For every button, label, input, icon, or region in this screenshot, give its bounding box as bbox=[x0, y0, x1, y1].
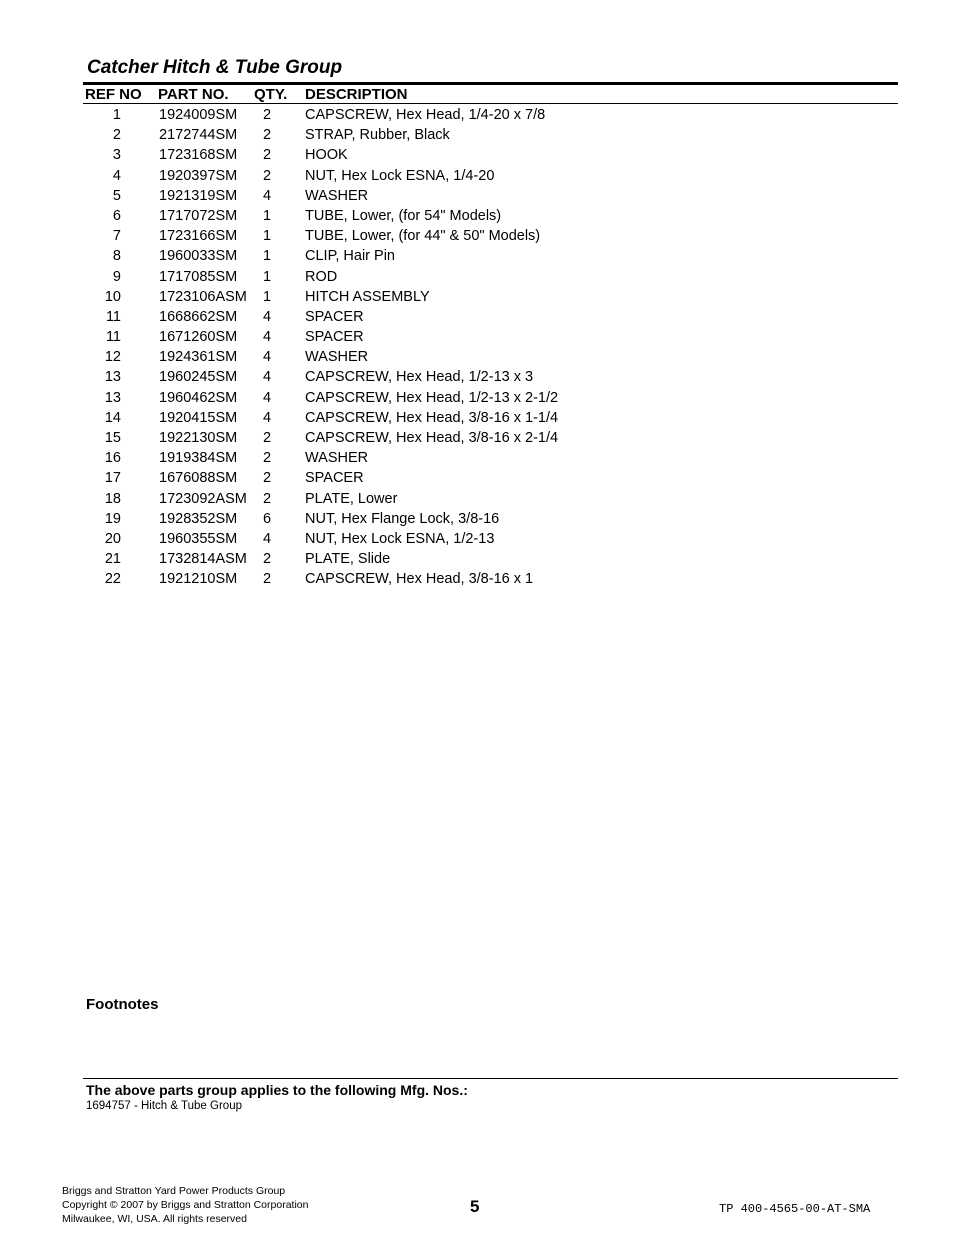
description-cell: NUT, Hex Lock ESNA, 1/4-20 bbox=[305, 167, 495, 184]
description-cell: TUBE, Lower, (for 54" Models) bbox=[305, 207, 502, 224]
header-qty: QTY. bbox=[254, 86, 288, 103]
ref-no-cell: 11 bbox=[105, 308, 121, 325]
ref-no-cell: 17 bbox=[104, 470, 121, 487]
qty-cell: 2 bbox=[262, 470, 272, 487]
ref-no-cell: 21 bbox=[104, 551, 121, 568]
qty-cell: 4 bbox=[262, 349, 272, 366]
title-rule bbox=[83, 82, 898, 85]
qty-cell: 2 bbox=[262, 571, 272, 588]
description-cell: WASHER bbox=[305, 187, 369, 204]
qty-cell: 2 bbox=[262, 127, 272, 144]
ref-no-cell: 15 bbox=[104, 430, 121, 446]
table-row bbox=[83, 348, 898, 368]
part-no-cell: 1732814ASM bbox=[159, 551, 247, 568]
part-no-cell: 1921210SM bbox=[159, 571, 238, 588]
description-cell: SPACER bbox=[305, 329, 364, 346]
table-header bbox=[83, 86, 898, 104]
part-no-cell: 1723106ASM bbox=[159, 288, 247, 305]
description-cell: SPACER bbox=[305, 308, 364, 325]
ref-no-cell: 12 bbox=[104, 349, 121, 366]
footnotes-label: Footnotes bbox=[86, 996, 159, 1013]
qty-cell: 4 bbox=[262, 187, 272, 204]
table-row bbox=[83, 389, 898, 409]
part-no-cell: 1960462SM bbox=[159, 389, 238, 406]
page-number: 5 bbox=[470, 1197, 480, 1216]
table-row bbox=[83, 106, 898, 126]
table-row bbox=[83, 550, 898, 570]
table-row bbox=[83, 146, 898, 166]
table-row bbox=[83, 510, 898, 530]
description-cell: WASHER bbox=[305, 349, 369, 366]
description-cell: CAPSCREW, Hex Head, 1/2-13 x 2-1/2 bbox=[305, 389, 559, 406]
mfg-heading: The above parts group applies to the following Mfg. Nos.: bbox=[86, 1082, 468, 1098]
table-row bbox=[83, 530, 898, 550]
qty-cell: 4 bbox=[262, 409, 272, 426]
table-row bbox=[83, 328, 898, 348]
qty-cell: 2 bbox=[262, 551, 272, 568]
description-cell: CAPSCREW, Hex Head, 3/8-16 x 1 bbox=[305, 571, 534, 588]
qty-cell: 4 bbox=[262, 530, 272, 547]
part-no-cell: 1723092ASM bbox=[159, 490, 247, 507]
ref-no-cell: 10 bbox=[104, 288, 121, 305]
ref-no-cell: 3 bbox=[112, 147, 121, 164]
header-rule bbox=[83, 103, 898, 104]
part-no-cell: 1924009SM bbox=[159, 107, 238, 123]
table-row bbox=[83, 429, 898, 449]
description-cell: CLIP, Hair Pin bbox=[305, 248, 395, 265]
part-no-cell: 2172744SM bbox=[159, 127, 238, 144]
part-no-cell: 1668662SM bbox=[159, 308, 238, 325]
page-title: Catcher Hitch & Tube Group bbox=[87, 57, 343, 78]
footer-copyright: Copyright © 2007 by Briggs and Stratton Corporation bbox=[62, 1199, 309, 1211]
qty-cell: 2 bbox=[262, 430, 272, 446]
mfg-rule bbox=[83, 1078, 898, 1079]
qty-cell: 2 bbox=[262, 107, 272, 123]
description-cell: CAPSCREW, Hex Head, 3/8-16 x 1-1/4 bbox=[305, 409, 559, 426]
description-cell: CAPSCREW, Hex Head, 3/8-16 x 2-1/4 bbox=[305, 430, 559, 446]
part-no-cell: 1919384SM bbox=[159, 450, 238, 467]
ref-no-cell: 14 bbox=[104, 409, 121, 426]
description-cell: HOOK bbox=[305, 147, 348, 164]
part-no-cell: 1920415SM bbox=[159, 409, 238, 426]
document-code: TP 400-4565-00-AT-SMA bbox=[719, 1202, 871, 1216]
footer-company: Briggs and Stratton Yard Power Products Group bbox=[62, 1185, 286, 1197]
description-cell: PLATE, Slide bbox=[305, 551, 391, 568]
ref-no-cell: 19 bbox=[104, 510, 121, 527]
table-row bbox=[83, 187, 898, 207]
table-row bbox=[83, 227, 898, 247]
part-no-cell: 1676088SM bbox=[159, 470, 238, 487]
qty-cell: 1 bbox=[262, 248, 272, 265]
ref-no-cell: 6 bbox=[112, 207, 121, 224]
header-description: DESCRIPTION bbox=[305, 86, 408, 103]
ref-no-cell: 5 bbox=[112, 187, 121, 204]
table-row bbox=[83, 247, 898, 267]
description-cell: NUT, Hex Lock ESNA, 1/2-13 bbox=[305, 530, 495, 547]
part-no-cell: 1723166SM bbox=[159, 228, 238, 245]
table-row bbox=[83, 308, 898, 328]
part-no-cell: 1723168SM bbox=[159, 147, 238, 164]
table-row bbox=[83, 268, 898, 288]
ref-no-cell: 9 bbox=[112, 268, 121, 285]
mfg-item: 1694757 - Hitch & Tube Group bbox=[86, 1100, 242, 1112]
description-cell: TUBE, Lower, (for 44" & 50" Models) bbox=[305, 228, 541, 245]
part-no-cell: 1717072SM bbox=[159, 207, 238, 224]
footer-location: Milwaukee, WI, USA. All rights reserved bbox=[62, 1213, 247, 1225]
qty-cell: 2 bbox=[262, 167, 272, 184]
description-cell: SPACER bbox=[305, 470, 364, 487]
ref-no-cell: 13 bbox=[104, 369, 121, 386]
header-ref-no: REF NO bbox=[85, 86, 142, 103]
part-no-cell: 1960033SM bbox=[159, 248, 238, 265]
qty-cell: 4 bbox=[262, 389, 272, 406]
table-row bbox=[83, 368, 898, 388]
part-no-cell: 1922130SM bbox=[159, 430, 238, 446]
part-no-cell: 1960245SM bbox=[159, 369, 238, 386]
table-row bbox=[83, 570, 898, 590]
ref-no-cell: 7 bbox=[112, 228, 121, 245]
qty-cell: 1 bbox=[262, 228, 272, 245]
qty-cell: 1 bbox=[262, 207, 272, 224]
part-no-cell: 1960355SM bbox=[159, 530, 238, 547]
qty-cell: 4 bbox=[262, 308, 272, 325]
ref-no-cell: 22 bbox=[104, 571, 121, 588]
footer-company-block bbox=[62, 1184, 308, 1226]
description-cell: CAPSCREW, Hex Head, 1/4-20 x 7/8 bbox=[305, 107, 546, 123]
ref-no-cell: 4 bbox=[112, 167, 121, 184]
description-cell: CAPSCREW, Hex Head, 1/2-13 x 3 bbox=[305, 369, 534, 386]
table-row bbox=[83, 167, 898, 187]
description-cell: PLATE, Lower bbox=[305, 490, 398, 507]
qty-cell: 1 bbox=[262, 288, 272, 305]
description-cell: HITCH ASSEMBLY bbox=[305, 288, 430, 305]
ref-no-cell: 1 bbox=[112, 107, 121, 123]
ref-no-cell: 2 bbox=[112, 127, 121, 144]
part-no-cell: 1671260SM bbox=[159, 329, 238, 346]
part-no-cell: 1924361SM bbox=[159, 349, 238, 366]
qty-cell: 1 bbox=[262, 268, 272, 285]
table-row bbox=[83, 288, 898, 308]
description-cell: ROD bbox=[305, 268, 338, 285]
parts-table bbox=[83, 106, 898, 591]
qty-cell: 4 bbox=[262, 329, 272, 346]
qty-cell: 2 bbox=[262, 147, 272, 164]
table-row bbox=[83, 409, 898, 429]
header-part-no: PART NO. bbox=[158, 86, 229, 103]
qty-cell: 2 bbox=[262, 490, 272, 507]
table-row bbox=[83, 126, 898, 146]
qty-cell: 4 bbox=[262, 369, 272, 386]
ref-no-cell: 13 bbox=[104, 389, 121, 406]
ref-no-cell: 20 bbox=[104, 530, 121, 547]
table-row bbox=[83, 469, 898, 489]
part-no-cell: 1928352SM bbox=[159, 510, 238, 527]
ref-no-cell: 18 bbox=[104, 490, 121, 507]
part-no-cell: 1717085SM bbox=[159, 268, 238, 285]
table-row bbox=[83, 449, 898, 469]
qty-cell: 2 bbox=[262, 450, 272, 467]
description-cell: STRAP, Rubber, Black bbox=[305, 127, 450, 144]
part-no-cell: 1921319SM bbox=[159, 187, 238, 204]
table-row bbox=[83, 490, 898, 510]
description-cell: NUT, Hex Flange Lock, 3/8-16 bbox=[305, 510, 500, 527]
ref-no-cell: 11 bbox=[105, 329, 121, 346]
qty-cell: 6 bbox=[262, 510, 272, 527]
description-cell: WASHER bbox=[305, 450, 369, 467]
part-no-cell: 1920397SM bbox=[159, 167, 238, 184]
ref-no-cell: 16 bbox=[104, 450, 121, 467]
table-row bbox=[83, 207, 898, 227]
ref-no-cell: 8 bbox=[112, 248, 121, 265]
